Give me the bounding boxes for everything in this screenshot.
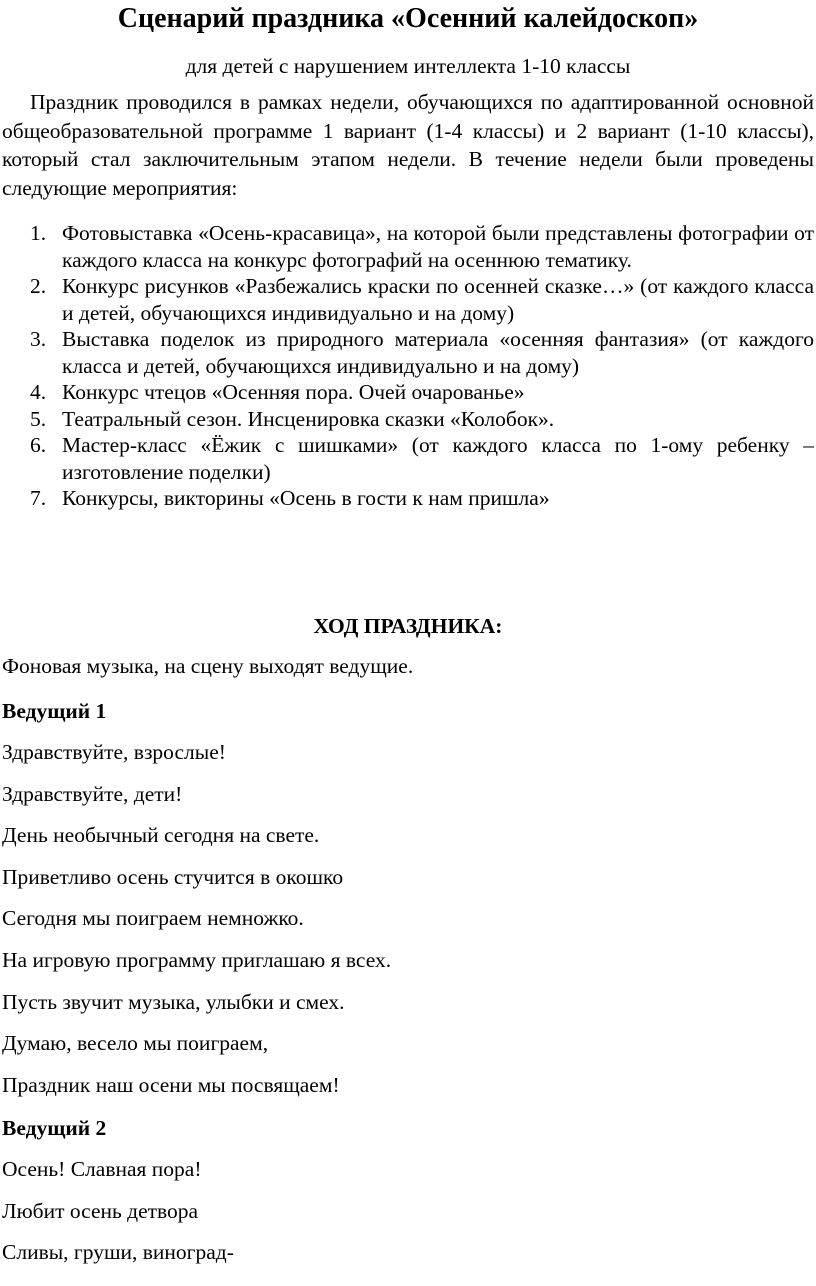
script-line: Фоновая музыка, на сцену выходят ведущие. — [2, 654, 414, 678]
script-line: Пусть звучит музыка, улыбки и смех. — [2, 990, 345, 1014]
list-item — [0, 485, 814, 512]
list-item-number: 5. — [30, 406, 47, 431]
list-item — [0, 273, 814, 326]
script-line: Сегодня мы поиграем немножко. — [2, 906, 304, 930]
script-line: Любит осень детвора — [2, 1199, 199, 1223]
section-title: ХОД ПРАЗДНИКА: — [313, 614, 503, 638]
list-item-number: 6. — [30, 433, 47, 457]
list-item — [0, 379, 814, 406]
script-line: Здравствуйте, взрослые! — [2, 740, 226, 764]
list-item-number: 1. — [30, 221, 47, 245]
list-item-text: Фотовыставка «Осень-красавица», на которой были представлены фотографии от каждого класса на конкурс фотографий на осеннюю тематику. — [62, 221, 814, 272]
list-item-text: Конкурс рисунков «Разбежались краски по осенней сказке…» (от каждого класса и детей, обучающихся индивидуально и на дому) — [62, 274, 814, 325]
list-item-number: 3. — [30, 327, 47, 351]
list-item — [0, 406, 814, 433]
list-item — [0, 432, 814, 485]
script-line: На игровую программу приглашаю я всех. — [2, 948, 392, 972]
intro-paragraph: Праздник проводился в рамках недели, обучающихся по адаптированной основной общеобразовательной программе 1 вариант (1-4 классы) и 2 вариант (1-10 классы), который стал заключительным этапом недели. В течение недели были проведены следующие мероприятия: — [2, 90, 814, 200]
script-line: Приветливо осень стучится в окошко — [2, 865, 344, 889]
speaker-label: Ведущий 2 — [2, 1116, 107, 1140]
document-subtitle: для детей с нарушением интеллекта 1-10 классы — [185, 54, 631, 78]
script-line: Здравствуйте, дети! — [2, 782, 183, 806]
list-item — [0, 326, 814, 379]
list-item-text: Конкурсы, викторины «Осень в гости к нам пришла» — [62, 486, 550, 510]
list-item-text: Выставка поделок из природного материала «осенняя фантазия» (от каждого класса и детей, обучающихся индивидуально и на дому) — [62, 327, 814, 378]
script-line: Праздник наш осени мы посвящаем! — [2, 1073, 340, 1097]
events-list — [0, 220, 816, 512]
list-item-text: Мастер-класс «Ёжик с шишками» (от каждого класса по 1-ому ребенку – изготовление поделки) — [62, 433, 814, 484]
list-item-text: Театральный сезон. Инсценировка сказки «Колобок». — [62, 406, 555, 431]
list-item-number: 7. — [30, 486, 47, 510]
list-item — [0, 220, 814, 273]
script-line: Думаю, весело мы поиграем, — [2, 1031, 269, 1055]
list-item-number: 2. — [30, 274, 47, 298]
script-line: Сливы, груши, виноград- — [2, 1240, 234, 1264]
speaker-label: Ведущий 1 — [2, 699, 107, 723]
list-item-text: Конкурс чтецов «Осенняя пора. Очей очарованье» — [62, 380, 525, 404]
list-item-number: 4. — [30, 380, 47, 404]
script-line: День необычный сегодня на свете. — [2, 823, 320, 847]
document-title: Сценарий праздника «Осенний калейдоскоп» — [117, 3, 699, 34]
script-line: Осень! Славная пора! — [2, 1157, 202, 1181]
